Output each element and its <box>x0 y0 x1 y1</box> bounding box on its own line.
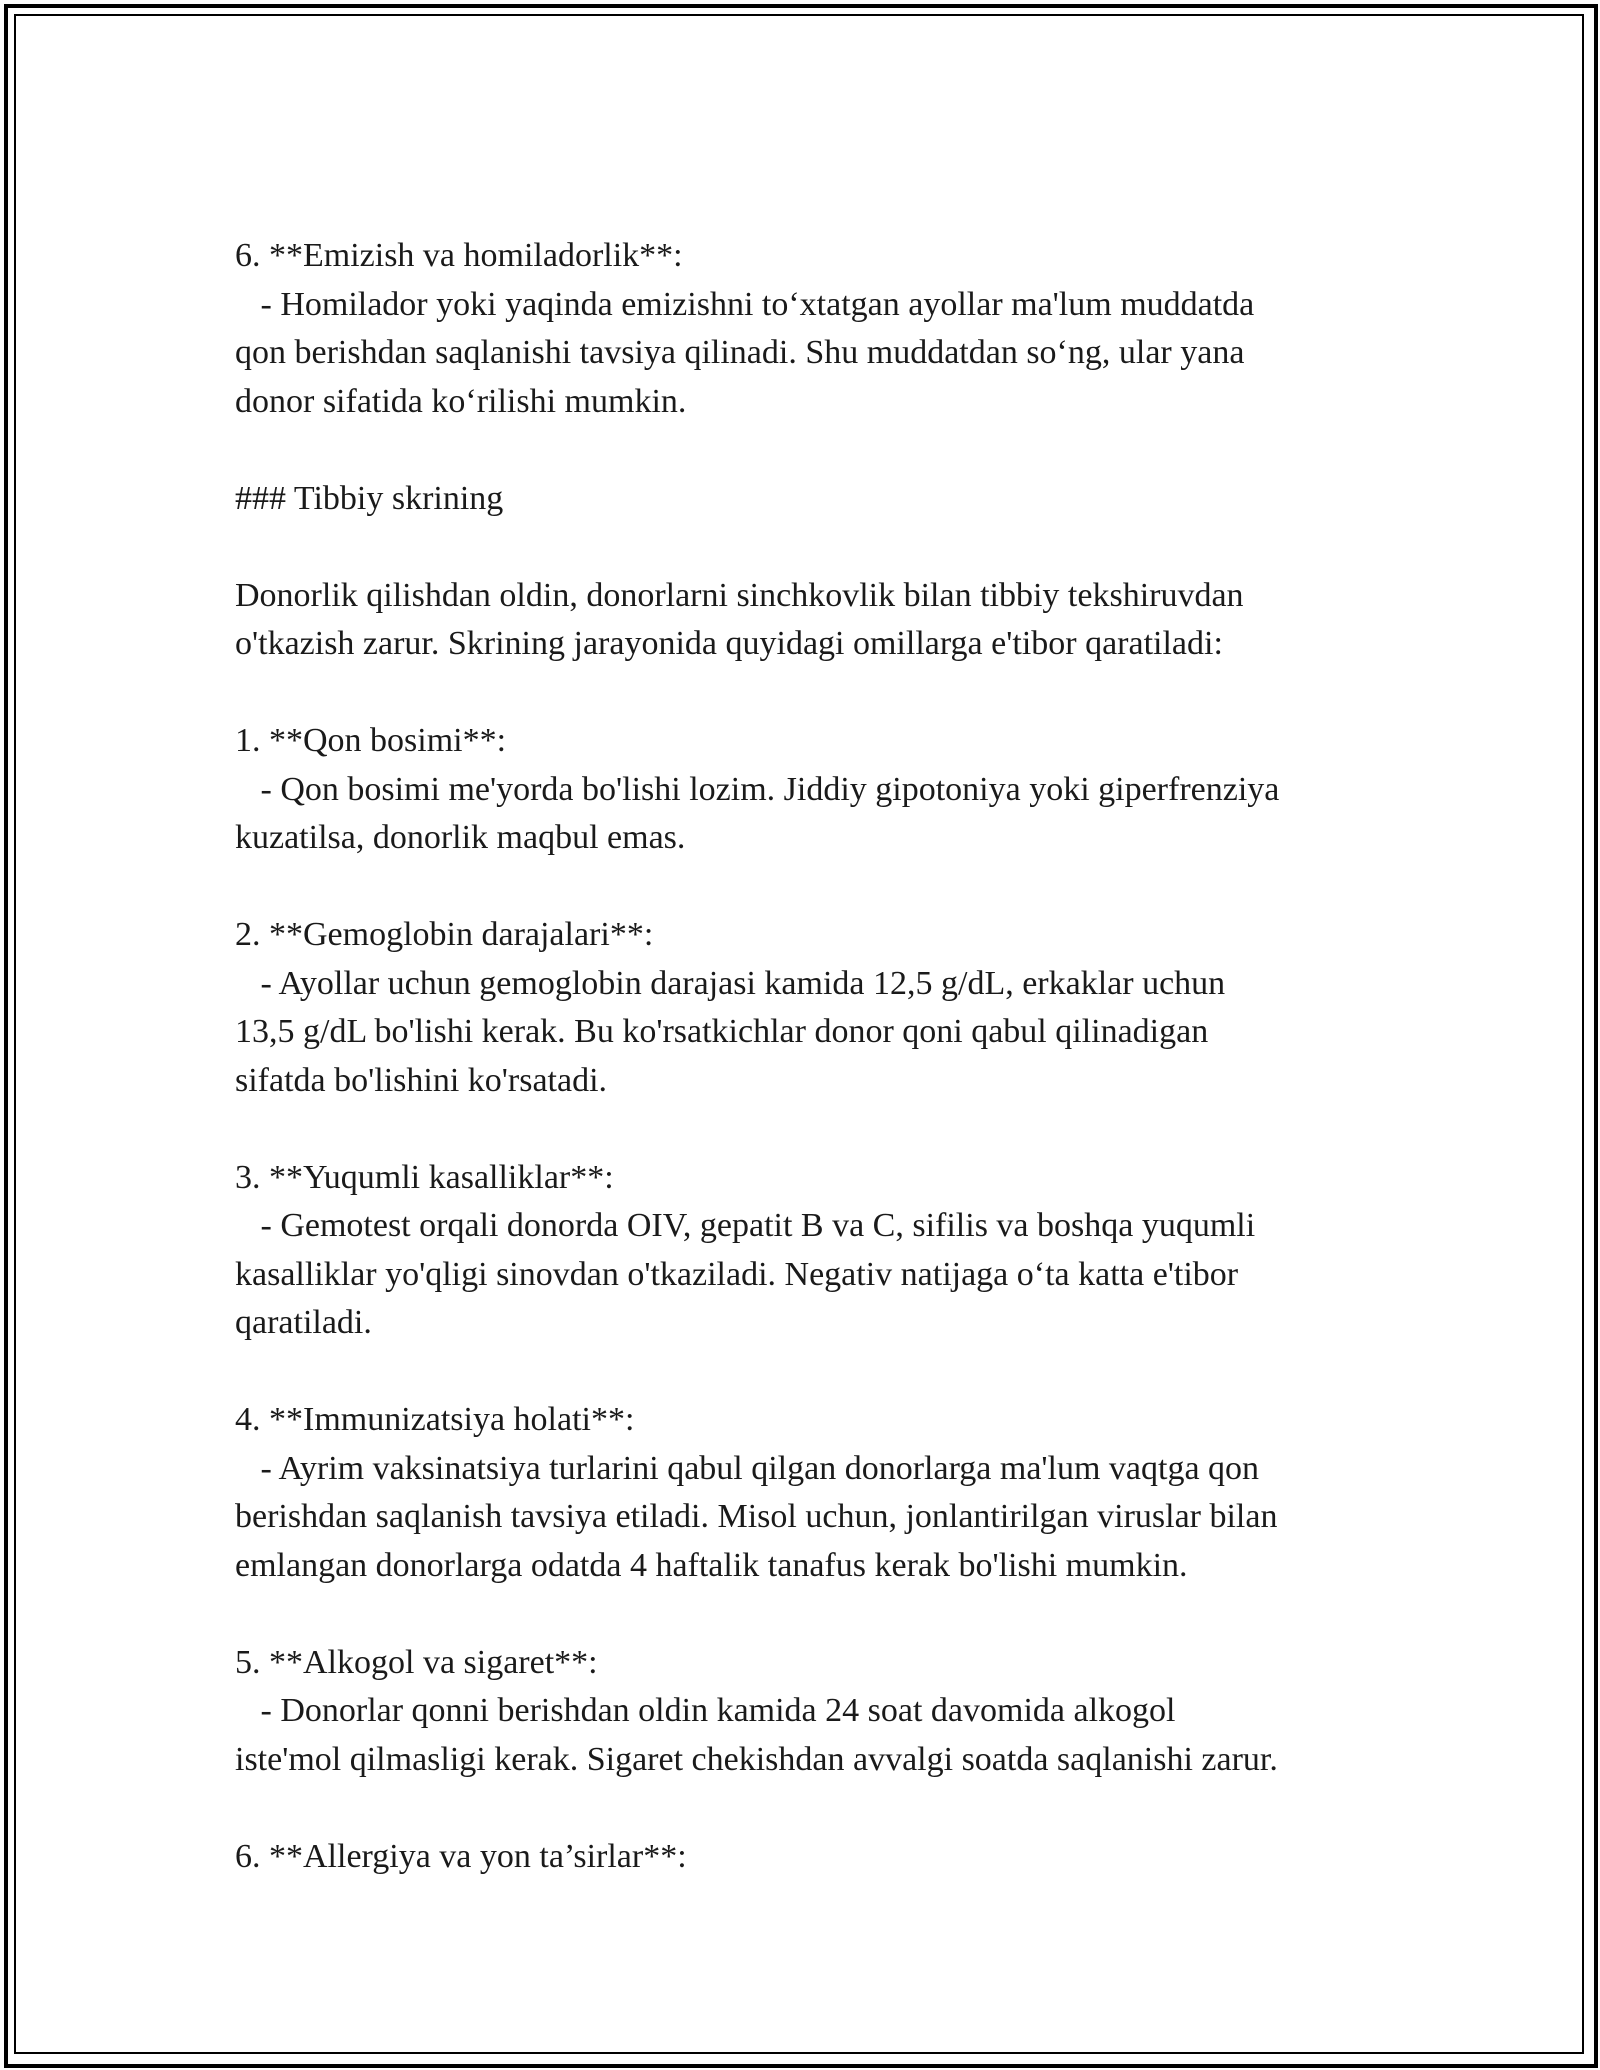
text-line: qon berishdan saqlanishi tavsiya qilinadi. Shu muddatdan so‘ng, ular yana <box>235 334 1245 371</box>
text-line: donor sifatida ko‘rilishi mumkin. <box>235 382 687 420</box>
text-line: - Qon bosimi me'yorda bo'lishi lozim. Jiddiy gipotoniya yoki giperfrenziya <box>235 770 1280 808</box>
text-line: - Gemotest orqali donorda OIV, gepatit B va C, sifilis va boshqa yuqumli <box>235 1207 1256 1244</box>
text-line: kasalliklar yo'qligi sinovdan o'tkaziladi. Negativ natijaga o‘ta katta e'tibor <box>235 1255 1239 1293</box>
text-line: Donorlik qilishdan oldin, donorlarni sinchkovlik bilan tibbiy tekshiruvdan <box>235 576 1244 614</box>
text-line: emlangan donorlarga odatda 4 haftalik tanafus kerak bo'lishi mumkin. <box>235 1546 1188 1584</box>
text-line: 2. **Gemoglobin darajalari**: <box>235 916 654 953</box>
text-line: 6. **Allergiya va yon ta’sirlar**: <box>235 1837 687 1875</box>
blank-line <box>235 523 1375 572</box>
text-line: - Homilador yoki yaqinda emizishni to‘xtatgan ayollar ma'lum muddatda <box>235 285 1255 323</box>
blank-line <box>235 669 1375 718</box>
text-line: o'tkazish zarur. Skrining jarayonida quyidagi omillarga e'tibor qaratiladi: <box>235 625 1223 662</box>
blank-line <box>235 1105 1375 1154</box>
blank-line <box>235 1590 1375 1639</box>
text-line: iste'mol qilmasligi kerak. Sigaret chekishdan avvalgi soatda saqlanishi zarur. <box>235 1740 1278 1778</box>
text-line: - Ayrim vaksinatsiya turlarini qabul qilgan donorlarga ma'lum vaqtga qon <box>235 1449 1260 1487</box>
text-line: berishdan saqlanish tavsiya etiladi. Misol uchun, jonlantirilgan viruslar bilan <box>235 1498 1278 1535</box>
text-line: - Ayollar uchun gemoglobin darajasi kamida 12,5 g/dL, erkaklar uchun <box>235 964 1226 1002</box>
blank-line <box>235 1348 1375 1397</box>
text-line: 3. **Yuqumli kasalliklar**: <box>235 1158 614 1196</box>
document-body <box>235 232 1375 1881</box>
text-line: 5. **Alkogol va sigaret**: <box>235 1643 598 1681</box>
text-line: ### Tibbiy skrining <box>235 479 504 517</box>
text-line: - Donorlar qonni berishdan oldin kamida 24 soat davomida alkogol <box>235 1692 1176 1729</box>
text-line: sifatda bo'lishini ko'rsatadi. <box>235 1061 608 1099</box>
text-line: kuzatilsa, donorlik maqbul emas. <box>235 819 686 856</box>
text-line: 4. **Immunizatsiya holati**: <box>235 1401 635 1438</box>
blank-line <box>235 426 1375 475</box>
text-line: 6. **Emizish va homiladorlik**: <box>235 237 683 274</box>
text-line: 1. **Qon bosimi**: <box>235 722 507 759</box>
text-line: 13,5 g/dL bo'lishi kerak. Bu ko'rsatkichlar donor qoni qabul qilinadigan <box>235 1013 1209 1050</box>
text-line: qaratiladi. <box>235 1304 372 1341</box>
blank-line <box>235 863 1375 912</box>
blank-line <box>235 1784 1375 1833</box>
